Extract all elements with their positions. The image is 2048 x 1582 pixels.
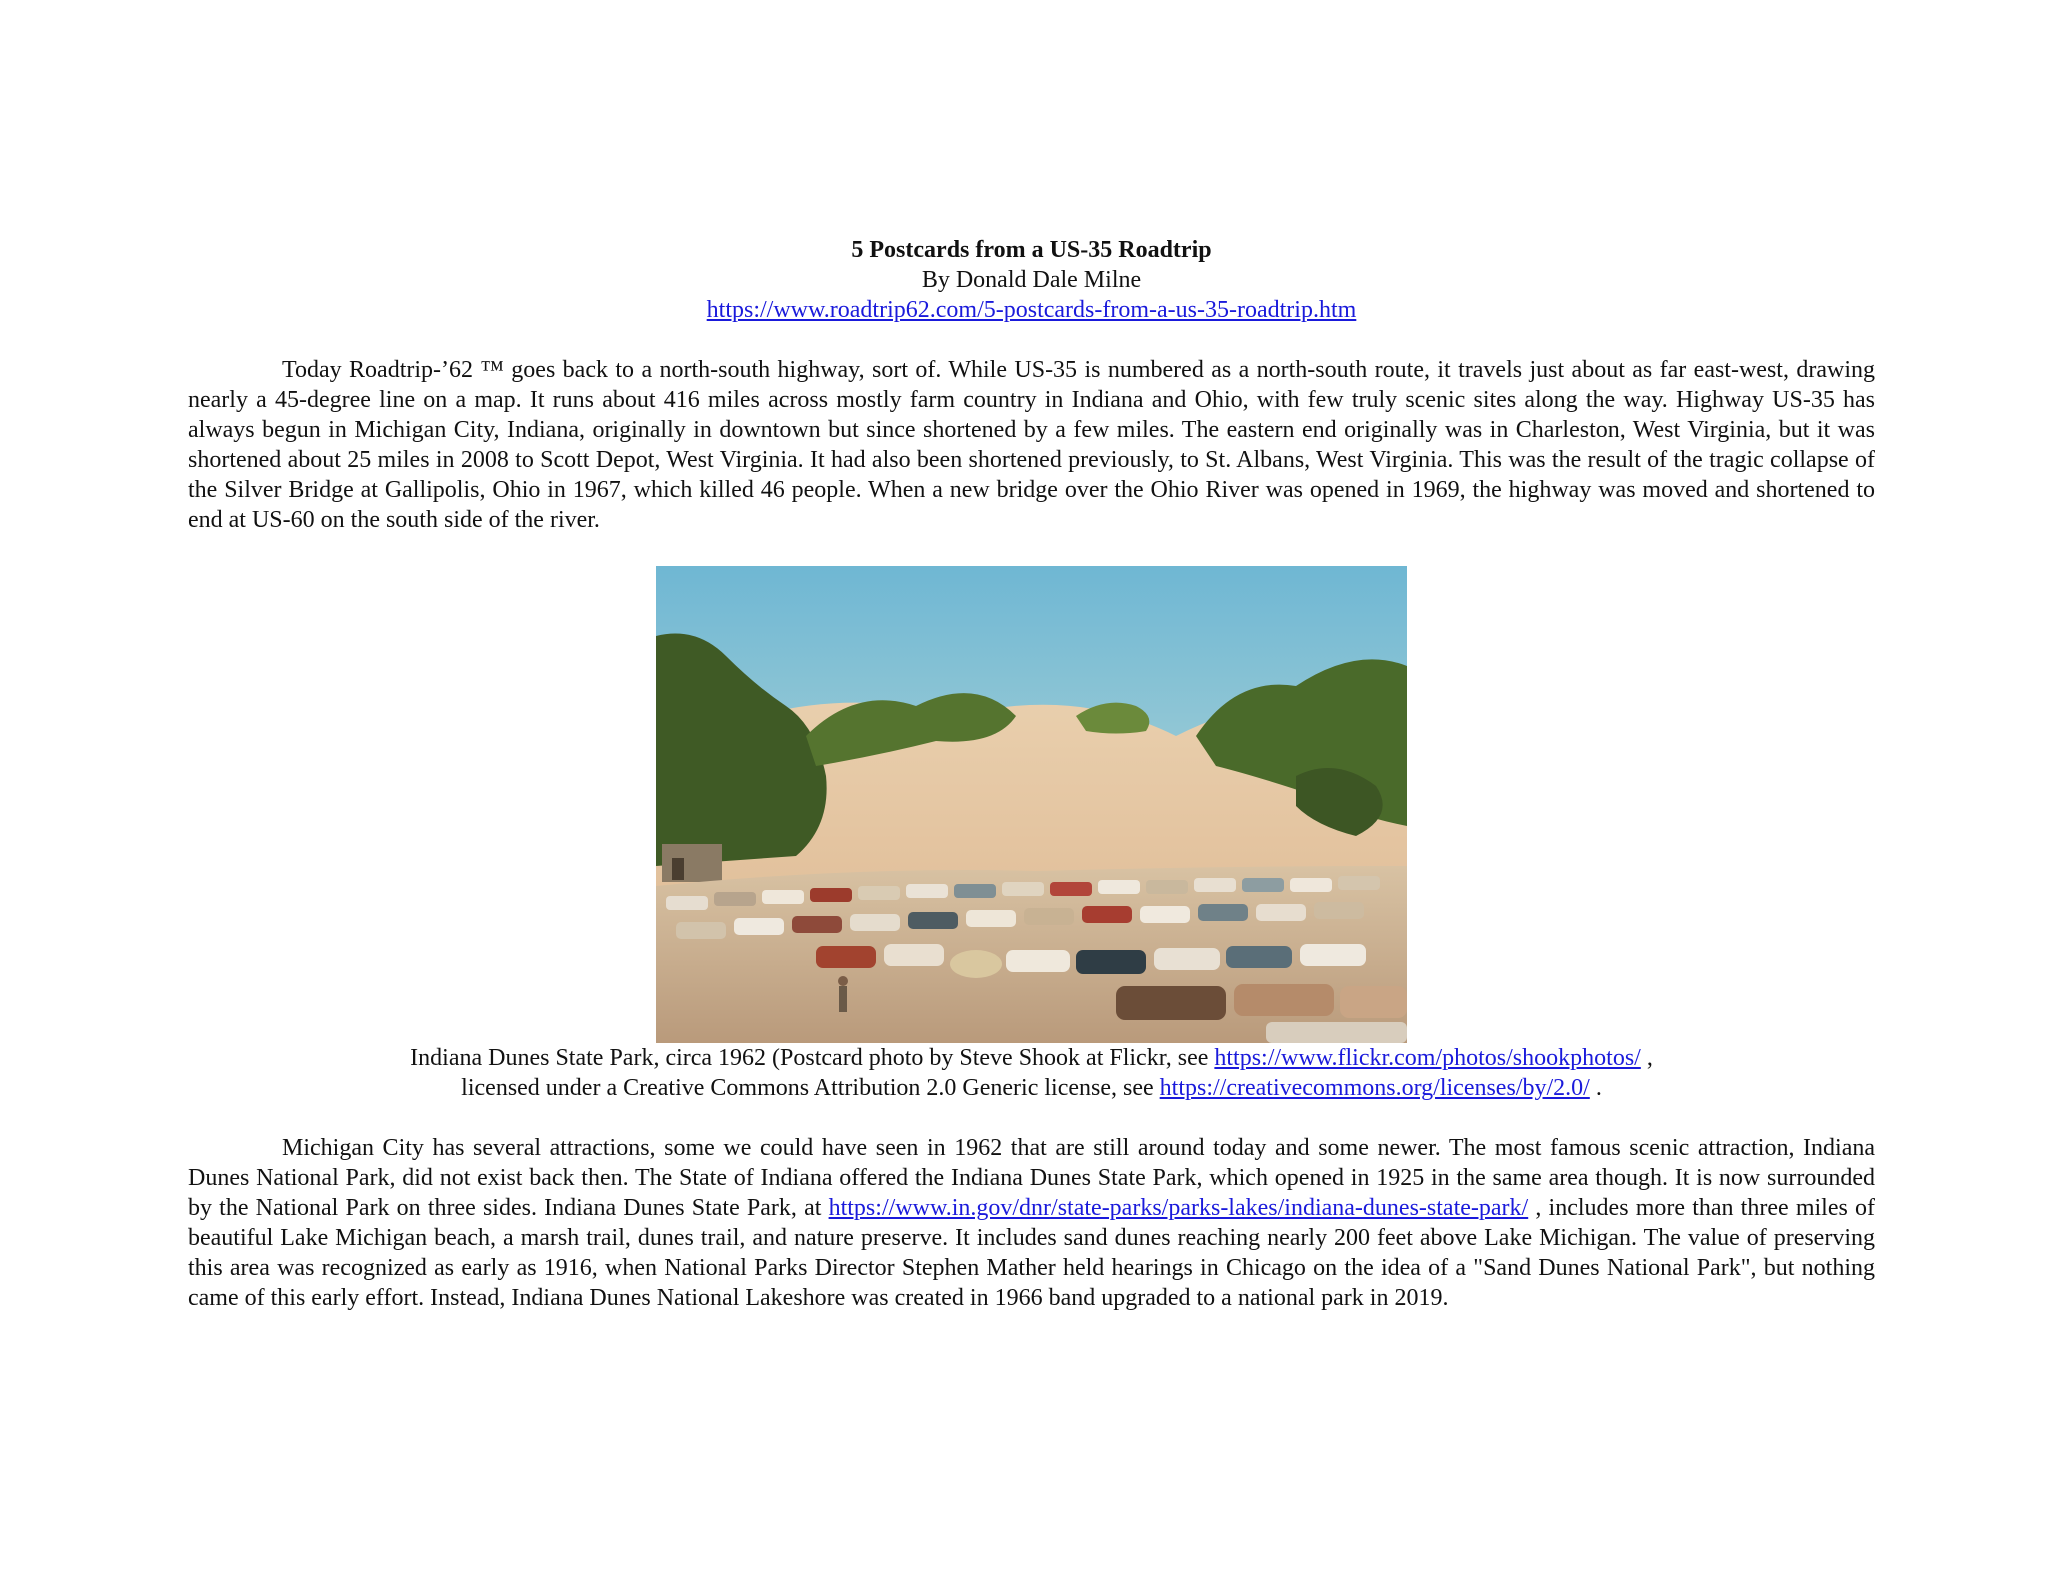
flickr-link[interactable]: https://www.flickr.com/photos/shookphotos/ bbox=[1214, 1045, 1641, 1071]
body-paragraph bbox=[188, 1133, 1875, 1313]
creative-commons-link[interactable]: https://creativecommons.org/licenses/by/2.0/ bbox=[1159, 1075, 1590, 1101]
document-content bbox=[188, 235, 1875, 1313]
article-url-link[interactable]: https://www.roadtrip62.com/5-postcards-from-a-us-35-roadtrip.htm bbox=[706, 297, 1357, 323]
figure-caption bbox=[188, 1043, 1875, 1103]
body-text-part-1: Michigan City has several attractions, some we could have seen in 1962 that are still around today and some newer. The most famous scenic attraction, Indiana Dunes National Park, did not exist back then. The State of Indiana offered the Indiana Dunes State Park, which opened in 1925 in the same area though. It is now surrounded by the National Park on three sides. Indiana Dunes State Park, at bbox=[188, 1135, 1875, 1221]
caption-line-1-suffix: , bbox=[1640, 1045, 1653, 1071]
intro-paragraph: Today Roadtrip-’62 ™ goes back to a north-south highway, sort of. While US-35 is numbered as a north-south route, it travels just about as far east-west, drawing nearly a 45-degree line on a map. It runs about 416 miles across mostly farm country in Indiana and Ohio, with few truly scenic sites along the way. Highway US-35 has always begun in Michigan City, Indiana, originally in downtown but since shortened by a few miles. The eastern end originally was in Charleston, West Virginia, but it was shortened about 25 miles in 2008 to Scott Depot, West Virginia. It had also been shortened previously, to St. Albans, West Virginia. This was the result of the tragic collapse of the Silver Bridge at Gallipolis, Ohio in 1967, which killed 46 people. When a new bridge over the Ohio River was opened in 1969, the highway was moved and shortened to end at US-60 on the south side of the river. bbox=[188, 357, 1875, 533]
caption-line-1-text: Indiana Dunes State Park, circa 1962 (Postcard photo by Steve Shook at Flickr, see bbox=[410, 1045, 1215, 1071]
state-park-link[interactable]: https://www.in.gov/dnr/state-parks/parks-lakes/indiana-dunes-state-park/ bbox=[828, 1195, 1529, 1221]
page-title: 5 Postcards from a US-35 Roadtrip bbox=[851, 237, 1212, 263]
caption-line-1 bbox=[188, 1043, 1875, 1073]
byline: By Donald Dale Milne bbox=[921, 267, 1142, 293]
caption-line-2-suffix: . bbox=[1589, 1075, 1602, 1101]
caption-line-2-text: licensed under a Creative Commons Attribution 2.0 Generic license, see bbox=[461, 1075, 1160, 1101]
postcard-photo bbox=[656, 566, 1407, 1043]
caption-line-2 bbox=[188, 1073, 1875, 1103]
body-text-part-2: , includes more than three miles of beautiful Lake Michigan beach, a marsh trail, dunes trail, and nature preserve. It includes sand dunes reaching nearly 200 feet above Lake Michigan. The value of preserving this area was recognized as early as 1916, when National Parks Director Stephen Mather held hearings in Chicago on the idea of a "Sand Dunes National Park", but nothing came of this early effort. Instead, Indiana Dunes National Lakeshore was created in 1966 band upgraded to a national park in 2019. bbox=[188, 1195, 1875, 1311]
